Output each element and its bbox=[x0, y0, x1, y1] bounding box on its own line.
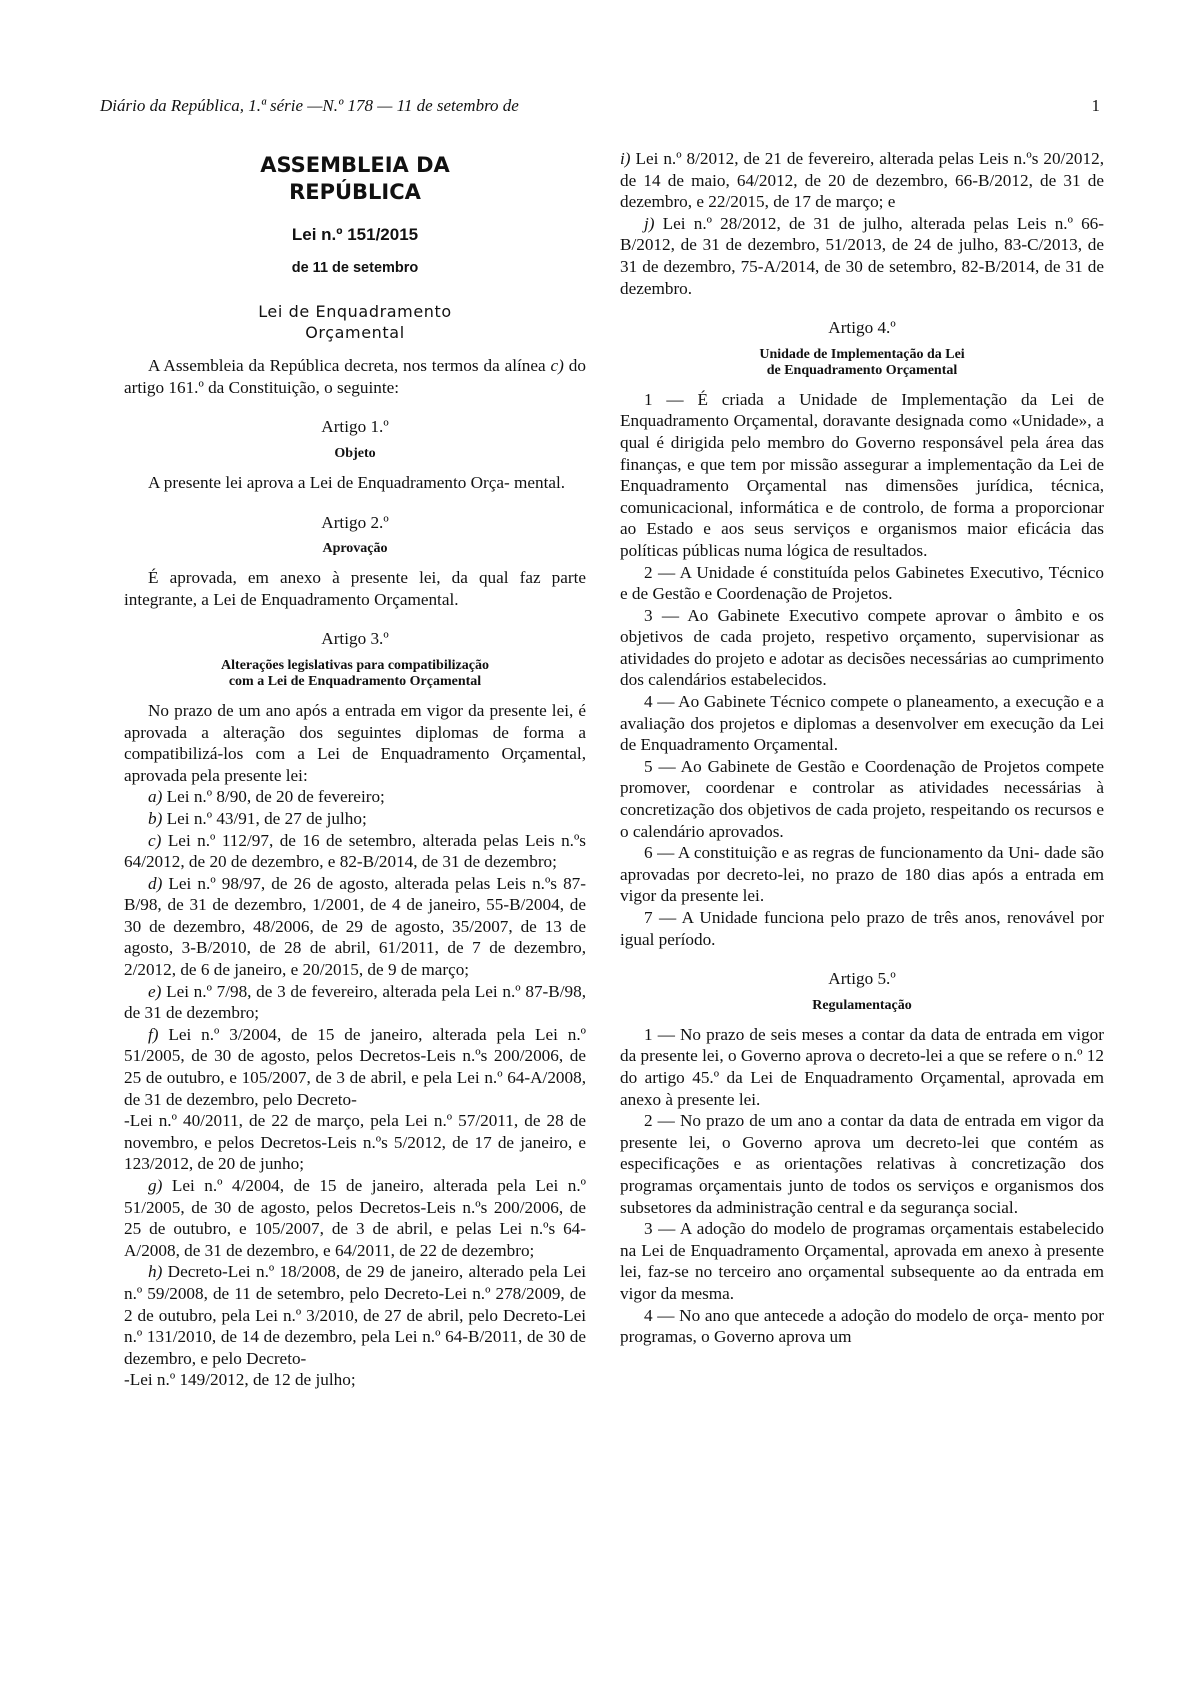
article-3-item-d bbox=[124, 873, 586, 981]
article-3-item-g bbox=[124, 1175, 586, 1261]
item-text: Decreto-Lei n.º 18/2008, de 29 de janeiro, alterado pela Lei n.º 59/2008, de 11 de setembro, pelo Decreto-Lei n.º 278/2009, de 2 de outubro, pela Lei n.º 3/2010, de 27 de abril, pelo Decreto-Lei n.º 131/2010, de 14 de dezembro, pela Lei n.º 64-B/2011, de 30 de dezembro, e pelo Decreto- bbox=[124, 1262, 586, 1368]
item-letter: b) bbox=[148, 808, 163, 828]
article-4-paragraph-1: 1 — É criada a Unidade de Implementação da Lei de Enquadramento Orçamental, doravante designada como «Unidade», a qual é dirigida pelo membro do Governo responsável pela área das finanças, e que tem por missão assegurar a implementação da Lei de Enquadramento Orçamental nas dimensões jurídica, técnica, comunicacional, informática e de controlo, de forma a proporcionar ao Estado e aos seus serviços e organismos maior eficácia das políticas públicas numa lógica de resultados. bbox=[620, 389, 1104, 560]
item-letter: i) bbox=[620, 149, 631, 168]
item-letter: a) bbox=[148, 787, 163, 807]
article-3-heading: Artigo 3.º bbox=[321, 629, 389, 649]
article-3-intro: No prazo de um ano após a entrada em vigor da presente lei, é aprovada a alteração dos seguintes diplomas de forma a compatibilizá-los com a Lei de Enquadramento Orçamental, aprovada pela presente lei: bbox=[124, 700, 586, 785]
item-text: Lei n.º 8/2012, de 21 de fevereiro, alterada pelas Leis n.ºs 20/2012, de 14 de maio, 64/2012, de 20 de dezembro, 66-B/2012, de 31 de dezembro, e 22/2015, de 17 de março; e bbox=[620, 149, 1104, 212]
article-4-epigraph-line-1: Unidade de Implementação da Lei bbox=[759, 346, 965, 362]
article-2-text: É aprovada, em anexo à presente lei, da qual faz parte integrante, a Lei de Enquadramento Orçamental. bbox=[124, 568, 586, 609]
running-title: Diário da República, 1.ª série —N.º 178 — 11 de setembro de bbox=[100, 96, 519, 115]
item-letter: c) bbox=[148, 830, 162, 850]
article-1-text: A presente lei aprova a Lei de Enquadramento Orça- mental. bbox=[148, 472, 566, 492]
item-text: Lei n.º 112/97, de 16 de setembro, alterada pelas Leis n.ºs 64/2012, de 20 de dezembro, e 82-B/2014, de 31 de dezembro; bbox=[124, 830, 586, 872]
article-1-epigraph: Objeto bbox=[334, 445, 376, 461]
left-column bbox=[124, 148, 586, 1391]
item-letter: d) bbox=[148, 873, 163, 893]
institution-line-1: ASSEMBLEIA DA bbox=[260, 153, 450, 177]
preamble-text-1: A Assembleia da República decreta, nos termos da alínea bbox=[148, 356, 551, 376]
item-text: Lei n.º 28/2012, de 31 de julho, alterada pelas Leis n.º 66-B/2012, de 31 de dezembro, 51/2013, de 24 de julho, 83-C/2013, de 31 de dezembro, 75-A/2014, de 30 de setembro, 82-B/2014, de 31 de dezembro. bbox=[620, 213, 1104, 298]
item-letter: e) bbox=[148, 981, 162, 1001]
item-letter: g) bbox=[148, 1176, 163, 1195]
item-letter: j) bbox=[644, 213, 655, 233]
article-5-heading: Artigo 5.º bbox=[828, 969, 896, 989]
article-3-epigraph-line-1: Alterações legislativas para compatibilização bbox=[221, 657, 489, 673]
article-3-epigraph-line-2: com a Lei de Enquadramento Orçamental bbox=[228, 673, 482, 689]
article-4-heading: Artigo 4.º bbox=[828, 318, 896, 338]
article-3-item-e bbox=[124, 981, 586, 1024]
law-name-line-1: Lei de Enquadramento bbox=[258, 302, 452, 322]
item-text: Lei n.º 4/2004, de 15 de janeiro, alterada pela Lei n.º 51/2005, de 30 de agosto, pelos Decretos-Leis n.ºs 200/2006, de 25 de outubro, e 105/2007, de 3 de abril, e pelas Lei n.ºs 64-A/2008, de 31 de dezembro, e 64/2011, de 22 de dezembro; bbox=[124, 1176, 586, 1260]
law-number: Lei n.º 151/2015 bbox=[291, 225, 419, 244]
article-3-item-f bbox=[124, 1024, 586, 1110]
item-text: Lei n.º 8/90, de 20 de fevereiro; bbox=[162, 787, 385, 807]
article-2-heading: Artigo 2.º bbox=[321, 512, 389, 532]
article-4-paragraph-2: 2 — A Unidade é constituída pelos Gabinetes Executivo, Técnico e de Gestão e Coordenação de Projetos. bbox=[620, 562, 1104, 604]
article-4-paragraph-6: 6 — A constituição e as regras de funcionamento da Uni- dade são aprovadas por decreto-lei, no prazo de 180 dias após a entrada em vigor da presente lei. bbox=[620, 843, 1104, 906]
article-3-item-a bbox=[124, 786, 586, 808]
running-header bbox=[100, 96, 1100, 120]
law-date: de 11 de setembro bbox=[291, 259, 419, 276]
preamble-text-2: do artigo 161.º da Constituição, o seguinte: bbox=[124, 356, 586, 397]
article-5-paragraph-1: 1 — No prazo de seis meses a contar da data de entrada em vigor da presente lei, o Governo aprova o decreto-lei a que se refere o n.º 12 do artigo 45.º da Lei de Enquadramento Orçamental, aprovada em anexo à presente lei. bbox=[620, 1024, 1104, 1109]
article-3-item-h bbox=[124, 1261, 586, 1369]
institution-title bbox=[124, 152, 586, 206]
item-text: Lei n.º 43/91, de 27 de julho; bbox=[162, 808, 367, 828]
article-4-epigraph bbox=[620, 347, 1104, 379]
law-name bbox=[124, 301, 586, 343]
article-5-epigraph: Regulamentação bbox=[812, 997, 912, 1013]
article-1-heading: Artigo 1.º bbox=[321, 417, 389, 437]
page-number: 1 bbox=[1091, 96, 1100, 115]
article-4-paragraph-5: 5 — Ao Gabinete de Gestão e Coordenação de Projetos compete promover, coordenar e controlar as atividades necessárias à concretização dos objetivos de cada projeto, respeitando os recursos e o calendário aprovados. bbox=[620, 756, 1104, 841]
item-text: Lei n.º 98/97, de 26 de agosto, alterada pelas Leis n.ºs 87-B/98, de 31 de dezembro, 1/2001, de 4 de janeiro, 55-B/2004, de 30 de dezembro, 48/2006, de 29 de agosto, 35/2007, de 13 de agosto, 3-B/2010, de 28 de abril, 61/2011, de 7 de dezembro, 2/2012, de 6 de janeiro, e 20/2015, de 9 de março; bbox=[124, 873, 586, 980]
article-5-paragraph-4: 4 — No ano que antecede a adoção do modelo de orça- mento por programas, o Governo aprova um bbox=[620, 1305, 1104, 1347]
article-3-item-c bbox=[124, 830, 586, 873]
article-3-epigraph bbox=[124, 658, 586, 690]
article-3-item-j bbox=[620, 213, 1104, 299]
item-text: Lei n.º 7/98, de 3 de fevereiro, alterada pela Lei n.º 87-B/98, de 31 de dezembro; bbox=[124, 981, 586, 1023]
institution-line-2: REPÚBLICA bbox=[289, 180, 421, 204]
item-letter: h) bbox=[148, 1262, 163, 1282]
article-5-paragraph-2: 2 — No prazo de um ano a contar da data de entrada em vigor da presente lei, o Governo aprova um decreto-lei que contém as especificações e as orientações relativas à concretização dos programas orçamentais junto de todos os serviços e organismos dos subsetores da administração central e da segurança social. bbox=[620, 1111, 1104, 1217]
article-4-paragraph-3: 3 — Ao Gabinete Executivo compete aprovar o âmbito e os objetivos de cada projeto, respetivo orçamento, supervisionar as atividades do projeto e adotar as decisões necessárias ao cumprimento dos calendários estabelecidos. bbox=[620, 605, 1104, 690]
article-4-epigraph-line-2: de Enquadramento Orçamental bbox=[766, 362, 958, 378]
article-4-paragraph-4: 4 — Ao Gabinete Técnico compete o planeamento, a execução e a avaliação dos projetos e diplomas a desenvolver em execução da Lei de Enquadramento Orçamental. bbox=[620, 692, 1104, 755]
article-3-item-h-continuation: -Lei n.º 149/2012, de 12 de julho; bbox=[124, 1370, 356, 1390]
law-name-line-2: Orçamental bbox=[305, 323, 405, 343]
article-3-item-i bbox=[620, 148, 1104, 213]
article-3-item-f-continuation: -Lei n.º 40/2011, de 22 de março, pela Lei n.º 57/2011, de 28 de novembro, e pelos Decretos-Leis n.ºs 5/2012, de 17 de janeiro, e 123/2012, de 20 de junho; bbox=[124, 1111, 586, 1174]
preamble bbox=[124, 355, 586, 398]
preamble-italic: c) bbox=[550, 356, 564, 376]
article-4-paragraph-7: 7 — A Unidade funciona pelo prazo de três anos, renovável por igual período. bbox=[620, 908, 1104, 949]
right-column bbox=[620, 148, 1104, 1348]
article-2-epigraph: Aprovação bbox=[322, 541, 388, 557]
item-letter: f) bbox=[148, 1024, 159, 1044]
item-text: Lei n.º 3/2004, de 15 de janeiro, alterada pela Lei n.º 51/2005, de 30 de agosto, pelos Decretos-Leis n.ºs 200/2006, de 25 de outubro, e 105/2007, de 3 de abril, e pela Lei n.º 64-A/2008, de 31 de dezembro, pelo Decreto- bbox=[124, 1024, 586, 1109]
article-5-paragraph-3: 3 — A adoção do modelo de programas orçamentais estabelecido na Lei de Enquadramento Orçamental, aprovada em anexo à presente lei, faz-se no terceiro ano orçamental subsequente ao da entrada em vigor da mesma. bbox=[620, 1219, 1104, 1303]
article-3-item-b bbox=[124, 808, 586, 830]
